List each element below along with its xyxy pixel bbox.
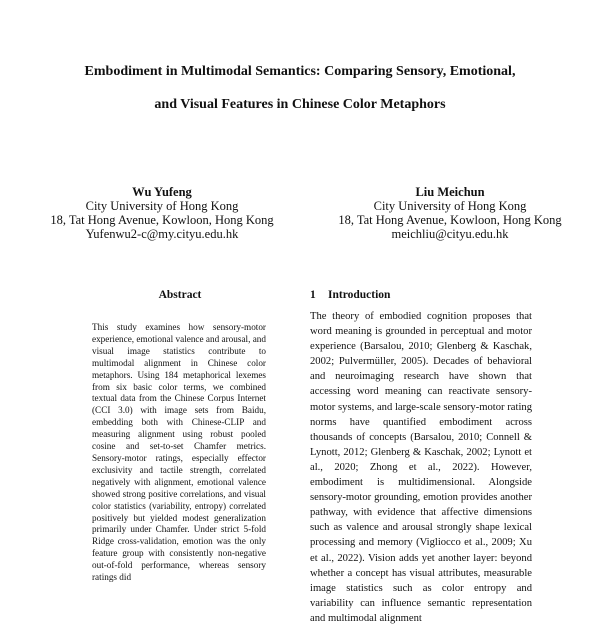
section-title: Introduction — [328, 289, 391, 301]
introduction-text: The theory of embodied cognition proposes that word meaning is grounded in perceptual and motor experience (Barsalou, 2010; Glenberg & Kaschak, 2002; Pulvermüller, 2005). Decades of behavioral and neuroimaging research have shown that accessing word meaning can reactivate sensory-motor systems, and large-scale sensory-motor rating norms have quantified embodiment across thousands of concepts (Barsalou, 2010; Connell & Lynott, 2012; Glenberg & Kaschak, 2002; Lynott et al., 2020; Zhong et al., 2022). However, embodiment is multidimensional. Alongside sensory-motor grounding, emotion provides another pathway, with evidence that affective dimensions such as valence and arousal strongly shape lexical processing and memory (Vigliocco et al., 2009; Xu et al., 2022). Vision adds yet another layer: beyond whether a concept has visual attributes, measurable image statistics such as color entropy and variability can influence semantic representation and multimodal alignment — [310, 311, 532, 624]
section-number: 1 — [310, 289, 316, 301]
author-address: 18, Tat Hong Avenue, Kowloon, Hong Kong — [338, 213, 562, 227]
abstract-heading: Abstract — [158, 289, 202, 301]
author-affiliation: City University of Hong Kong — [85, 199, 239, 213]
author-name: Liu Meichun — [415, 185, 485, 199]
author-address: 18, Tat Hong Avenue, Kowloon, Hong Kong — [50, 213, 274, 227]
author-email: Yufenwu2-c@my.cityu.edu.hk — [85, 227, 239, 241]
author-affiliation: City University of Hong Kong — [373, 199, 527, 213]
paper-title-line-1: Embodiment in Multimodal Semantics: Comparing Sensory, Emotional, — [84, 64, 516, 79]
author-name: Wu Yufeng — [132, 185, 192, 199]
author-email: meichliu@cityu.edu.hk — [391, 227, 509, 241]
paper-title-line-2: and Visual Features in Chinese Color Metaphors — [154, 97, 446, 112]
section-heading-introduction — [310, 289, 570, 301]
author-block-2 — [325, 185, 575, 241]
abstract-text: This study examines how sensory-motor experience, emotional valence and arousal, and visual image statistics contribute to multimodal alignment in Chinese color metaphors. Using 184 metaphorical lexemes from six basic color terms, we combined textual data from the Chinese Corpus Internet (CCI 3.0) with image sets from Baidu, embedding both with Chinese-CLIP and measuring alignment using robust pooled cosine and set-to-set Chamfer metrics. Sensory-motor ratings, especially effector exclusivity and tactile strength, correlated negatively with alignment, emotional valence showed strong positive correlations, and visual color statistics (variability, entropy) correlated positively but yielded modest generalization primarily under Chamfer. Under strict 5-fold Ridge cross-validation, emotion was the only feature group with consistently non-negative out-of-fold performance, whereas sensory ratings did — [92, 322, 266, 583]
author-block-1 — [37, 185, 287, 241]
